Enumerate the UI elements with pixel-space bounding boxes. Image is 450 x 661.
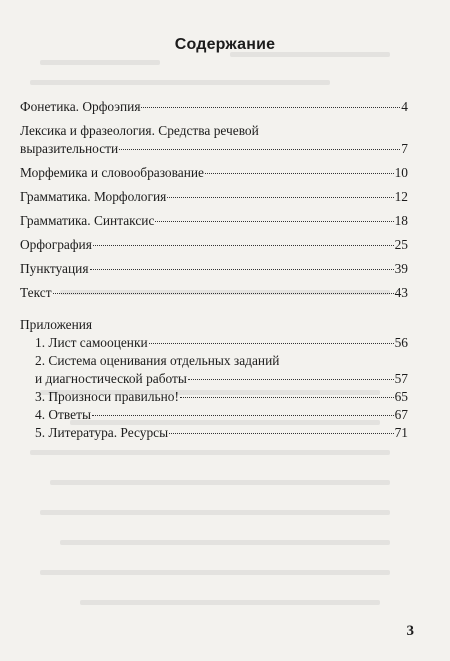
appendix-item-grading-system[interactable] [20, 352, 408, 388]
toc-page-number: 7 [401, 141, 408, 156]
toc-page-number: 56 [394, 335, 408, 350]
dot-leader [53, 293, 394, 294]
toc-page-number: 65 [394, 389, 408, 404]
toc-page-number: 43 [394, 285, 408, 300]
toc-entry-label: 5. Литература. Ресурсы [35, 425, 169, 440]
toc-page-number: 39 [394, 261, 408, 276]
toc-page-number: 18 [394, 213, 408, 228]
table-of-contents [20, 98, 408, 442]
page-number: 3 [406, 623, 414, 639]
toc-entry-label: 3. Произноси правильно! [35, 389, 179, 404]
dot-leader [167, 197, 393, 198]
toc-entry-label: Грамматика. Синтаксис [20, 213, 155, 228]
toc-page-number: 71 [394, 425, 408, 440]
toc-entry-morphology[interactable] [20, 188, 408, 206]
toc-entry-label: Орфография [20, 237, 92, 252]
toc-entry-label: Пунктуация [20, 261, 89, 276]
toc-entry-label: Грамматика. Морфология [20, 189, 167, 204]
appendix-item-self-assessment[interactable] [20, 334, 408, 352]
toc-entry-morphemics[interactable] [20, 164, 408, 182]
toc-entry-lexicology[interactable] [20, 122, 408, 158]
dot-leader [93, 245, 394, 246]
appendix-item-pronunciation[interactable] [20, 388, 408, 406]
appendix-heading: Приложения [20, 317, 93, 332]
toc-entry-syntax[interactable] [20, 212, 408, 230]
dot-leader [180, 397, 394, 398]
dot-leader [119, 149, 400, 150]
dot-leader [155, 221, 393, 222]
toc-page-number: 57 [394, 371, 408, 386]
dot-leader [205, 173, 394, 174]
toc-page-number: 67 [394, 407, 408, 422]
toc-page-number: 10 [394, 165, 408, 180]
appendix-item-answers[interactable] [20, 406, 408, 424]
toc-entry-label: 2. Система оценивания отдельных заданий [35, 353, 280, 368]
toc-entry-label-cont: и диагностической работы [35, 371, 187, 386]
dot-leader [141, 107, 400, 108]
page-title: Содержание [174, 36, 276, 53]
toc-entry-label: Морфемика и словообразование [20, 165, 204, 180]
dot-leader [169, 433, 394, 434]
toc-entry-label: 4. Ответы [35, 407, 91, 422]
toc-entry-label: Текст [20, 285, 52, 300]
toc-entry-label: Лексика и фразеология. Средства речевой [20, 123, 259, 138]
toc-entry-punctuation[interactable] [20, 260, 408, 278]
dot-leader [149, 343, 394, 344]
dot-leader [188, 379, 394, 380]
toc-page-number: 12 [394, 189, 408, 204]
dot-leader [90, 269, 394, 270]
toc-entry-label: 1. Лист самооценки [35, 335, 148, 350]
toc-entry-text[interactable] [20, 284, 408, 302]
toc-entry-label: Фонетика. Орфоэпия [20, 99, 141, 114]
toc-entry-phonetics[interactable] [20, 98, 408, 116]
toc-entry-orthography[interactable] [20, 236, 408, 254]
appendix-item-literature[interactable] [20, 424, 408, 442]
toc-entry-label-cont: выразительности [20, 141, 119, 156]
toc-page-number: 4 [401, 99, 408, 114]
toc-page-number: 25 [394, 237, 408, 252]
dot-leader [92, 415, 394, 416]
